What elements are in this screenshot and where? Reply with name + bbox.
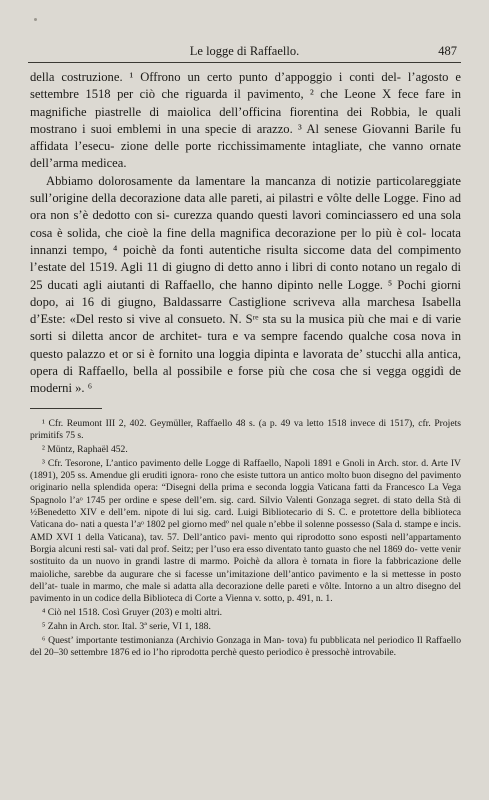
running-header — [28, 44, 461, 63]
page-number: 487 — [438, 44, 457, 58]
paper-speck — [34, 18, 37, 21]
body-paragraph: della costruzione. ¹ Offrono un certo punto d’appoggio i conti del- l’agosto e settembre 1518 per ciò che riguarda il pavimento, ² che Leone X fece fare in magnifiche piastrelle di maiolica dell’officina fiorentina dei Robbia, le quali mostrano i suoi emblemi in una specie di arazzo. ³ Al senese Giovanni Barile fu affidata l’esecu- zione delle porte ricchissimamente intagliate, che vanno ornate dell’arma medicea. — [30, 70, 461, 171]
body-paragraph: Abbiamo dolorosamente da lamentare la mancanza di notizie particolareggiate sull’origine della decorazione data alle pareti, ai pilastri e vôlte delle Logge. Fino ad ora non s’è dedotto con si- curezza quando questi lavori cominciassero ed una sola cosa è solida, che cioè la fine della magnifica decorazione per lo più è col- locata innanzi tempo, ⁴ poichè da fonti autentiche risulta siccome data del compimento l’estate del 1519. Agli 11 di giugno di detto anno i libri di conto notano un regalo di 25 ducati agli aiutanti di Raffaello, che hanno dipinto nelle Logge. ⁵ Pochi giorni dopo, ai 16 di giugno, Baldassarre Castiglione scriveva alla marchesa Isabella d’Este: «Del resto si vive al consueto. N. Sʳᵉ sta su la musica più che mai e di varie sorti si diletta ancor de architet- tura e va sempre facendo qualche cosa nova in questo palazzo et or si è fornito una loggia dipinta e lavorata de’ stucchi alla antica, opera di Raffaello, bella al possibile e forse più che cosa che si vegga oggidì de moderni ». ⁶ — [30, 173, 461, 396]
footnote: ⁶ Quest’ importante testimonianza (Archivio Gonzaga in Man- tova) fu pubblicata nel periodico Il Raffaello del 20–30 settembre 1876 ed io l’ho riprodotta perchè questo periodico è pressochè introvabile. — [30, 634, 461, 658]
footnote: ⁴ Ciò nel 1518. Così Gruyer (203) e molti altri. — [42, 606, 223, 618]
footnotes — [30, 418, 461, 661]
footnote: ⁵ Zahn in Arch. stor. Ital. 3ª serie, VI 1, 188. — [42, 620, 211, 632]
footnote: ¹ Cfr. Reumont III 2, 402. Geymüller, Raffaello 48 s. (a p. 49 va letto 1518 invece di 1517), cfr. Projets primitifs 75 s. — [30, 418, 461, 442]
footnote: ² Müntz, Raphaël 452. — [42, 444, 128, 456]
footnote-separator — [30, 408, 102, 409]
footnote: ³ Cfr. Tesorone, L’antico pavimento delle Logge di Raffaello, Napoli 1891 e Gnoli in Arch. stor. d. Arte IV (1891), 205 ss. Amendue gli eruditi ignora- rono che esiste tuttora un antico molto buon disegno del pavimento originario nella splendida opera: “Disegni della prima e seconda loggia Vaticana fatti da Francesco La Vega Spagnolo l’aᵒ 1745 per ordine e spese dell’em. sig. card. Silvio Valenti Gonzaga segret. di stato della Stà di ½Benedetto XIV e dell’em. nipote di lui sig. card. Luigi Bibliotecario di S. C. e protettore della biblioteca Vaticana do- nati a questa l’aᵒ 1802 pel giorno medº nel quale n’ebbe il solenne possesso (Sala d. stampe e incis. AMD XVI 1 della Vaticana), tav. 57. Dell’antico pavi- mento qui riprodotto sono esposti nell’appartamento Borgia alcuni resti sal- vati dal prof. Seitz; per l’uso era esso diventato tanto guasto che nel 1869 do- vette venir sostituito da un nuovo in grandi lastre di marmo. Poichè da allora è tornata in fiore la fabbricazione delle maioliche, sarebbe da augurare che si facesse un’imitazione dell’antico pavimento e la si mettesse in posto dell’at- tuale in marmo, che male si adatta alla decorazione delle pareti e vôlte. Intorno a un altro disegno del pavimento in un codice della Biblioteca di Corte a Vienna v. sotto, p. 491, n. 1. — [30, 457, 461, 605]
main-text — [30, 69, 461, 398]
running-title: Le logge di Raffaello. — [189, 44, 300, 58]
